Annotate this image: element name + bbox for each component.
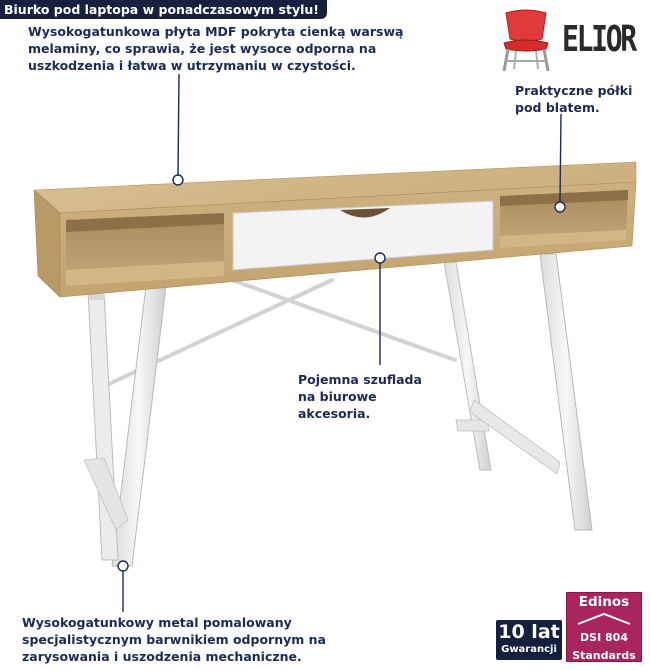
callout-shelves	[515, 82, 632, 116]
warranty-years: 10 lat	[498, 621, 560, 643]
certificate-number: 804	[605, 631, 628, 644]
callout-line: pod blatem.	[515, 100, 600, 115]
callout-mdf-top	[28, 23, 403, 74]
warranty-label: Gwarancji	[501, 644, 557, 655]
certificate-code	[573, 629, 635, 647]
callout-line: Wysokogatunkowa płyta MDF pokryta cienką warswą	[28, 24, 404, 39]
certificate-emblem-icon	[574, 612, 634, 626]
callout-drawer	[298, 371, 422, 422]
back-legs	[444, 262, 491, 470]
certificate-standards: Standards	[572, 649, 636, 662]
callout-metal-legs	[22, 614, 326, 665]
brand-name: ELIOR	[562, 19, 635, 60]
certificate-name: Edinos	[578, 594, 630, 610]
front-right-leg	[470, 254, 592, 530]
callout-line: melaminy, co sprawia, że jest wysoce odporna na	[28, 41, 377, 56]
front-left-leg	[84, 286, 166, 566]
callout-line: akcesoria.	[298, 406, 371, 421]
callout-line: Praktyczne półki	[515, 83, 633, 98]
certificate-dsi: DSI	[580, 631, 602, 644]
callout-line: uszkodzenia i łatwa w utrzymaniu w czystości.	[28, 58, 356, 73]
red-chair-icon	[494, 9, 558, 73]
certificate-badge	[566, 592, 642, 662]
callout-line: specjalistycznym barwnikiem odpornym na	[22, 632, 326, 647]
callout-pointers	[118, 74, 565, 612]
callout-line: Pojemna szuflada	[298, 372, 422, 387]
callout-line: Wysokogatunkowy metal pomalowany	[22, 615, 292, 630]
page-title: Biurko pod laptopa w ponadczasowym stylu!	[0, 0, 327, 19]
callout-line: zarysowania i uszodzenia mechaniczne.	[22, 649, 302, 664]
warranty-badge	[496, 620, 562, 660]
callout-line: na biurowe	[298, 389, 377, 404]
